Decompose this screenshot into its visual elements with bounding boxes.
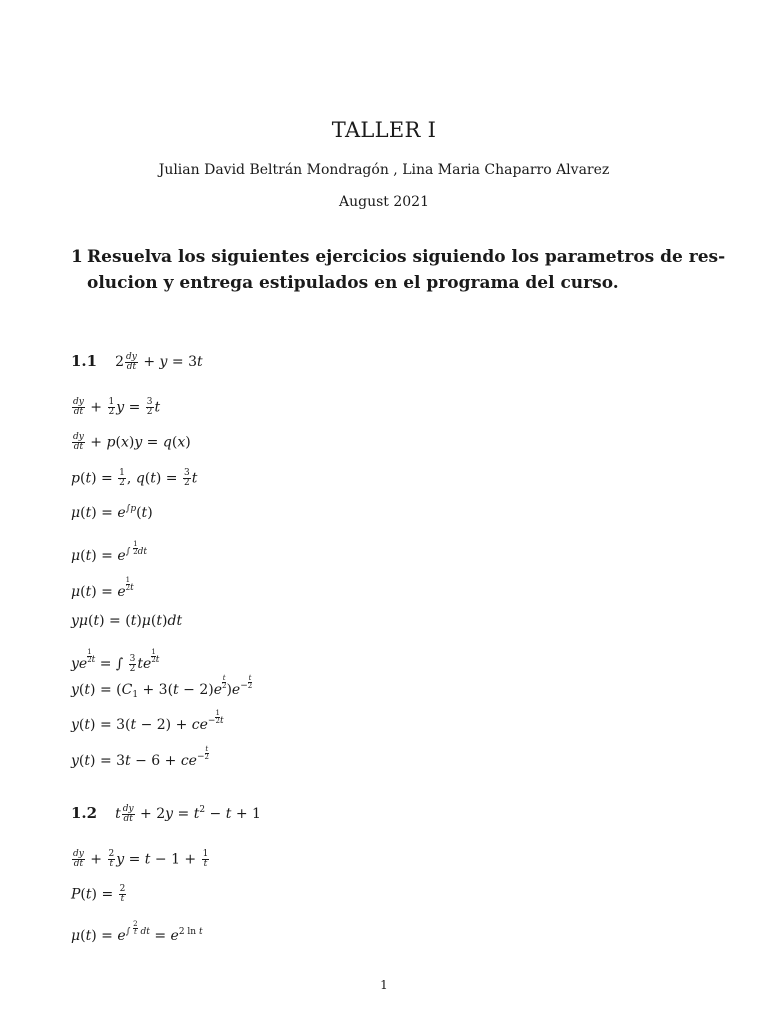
equation: μ(t) = e $^{\frac{1}{2} t}$ <box>71 576 134 600</box>
section-number: 1 <box>71 247 83 267</box>
equation: t $\frac{dy}{dt}$ + $2y = t^2 - t + 1$ <box>115 803 261 824</box>
section-title-line-2: olucion y entrega estipulados en el programa del curso. <box>87 273 619 293</box>
equation: p(t) = $\frac{1}{2}$ , q(t) = $\frac{3}{2}$ t <box>71 468 198 488</box>
equation: $\frac{dy}{dt}$ + p(x)y = q(x) <box>73 432 191 452</box>
subsection-1-1-heading <box>71 352 203 372</box>
document-date: August 2021 <box>339 194 429 210</box>
section-title <box>87 244 726 296</box>
equation: $y(t) = 3(t - 2) + ce^{- \frac{1}{2} t}$ <box>71 709 224 733</box>
section-title-line-1: Resuelva los siguientes ejercicios siguiendo los parametros de res- <box>87 247 726 267</box>
document-authors: Julian David Beltrán Mondragón , Lina Maria Chaparro Alvarez <box>158 162 610 178</box>
equation: $\mu(t) = e^{\int \frac{2}{t} dt} = e^{2 ln t}$ <box>71 920 203 944</box>
page-number: 1 <box>380 978 388 992</box>
equation: $\frac{dy}{dt}$ + $\frac{1}{2}$ y = $\frac{3}{2}$ t <box>73 397 161 417</box>
equation: $y(t) = 3t - 6 + ce^{- \frac{t}{2}}$ <box>71 745 209 769</box>
equation: $\mu(t) = e^{\int p}(t)$ <box>71 504 153 521</box>
equation: P(t) = $\frac{2}{t}$ <box>71 884 126 904</box>
document-title: TALLER I <box>331 118 437 142</box>
equation: $\frac{dy}{dt}$ + $\frac{2}{t}$ y = t − 1 + $\frac{1}{t}$ <box>73 849 209 869</box>
equation: 2 $\frac{dy}{dt}$ + y = 3t <box>115 351 203 372</box>
subsection-number: 1.1 <box>71 352 98 370</box>
equation: $y(t) = (C_1 + 3(t - 2)e$ $^{\frac{t}{2}}$ )$e^{- \frac{t}{2}}$ <box>71 674 253 700</box>
subsection-number: 1.2 <box>71 804 98 822</box>
equation: yμ(t) = (t)μ(t)dt <box>71 613 183 629</box>
equation: $\mu(t) = e^{\int \frac{1}{2} dt}$ <box>71 540 148 564</box>
equation: ye $^{\frac{1}{2} t}$ = ∫ $\frac{3}{2}$ te $^{\frac{1}{2} t}$ <box>71 648 160 674</box>
subsection-1-2-heading <box>71 804 261 824</box>
